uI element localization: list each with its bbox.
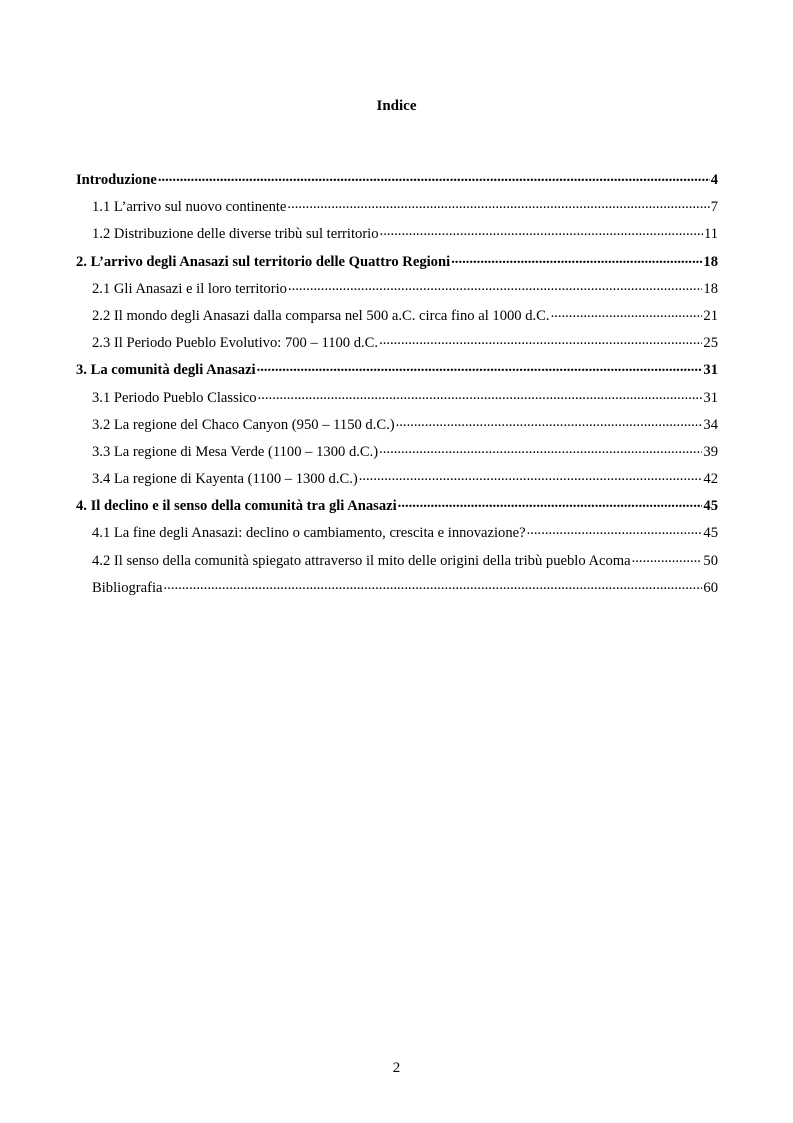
toc-entry-page: 45 (703, 525, 718, 542)
toc-entry-page: 42 (703, 471, 718, 488)
toc-entry-page: 31 (703, 362, 718, 379)
toc-entry-page: 31 (703, 389, 718, 406)
toc-entry-title: 1.2 Distribuzione delle diverse tribù sul territorio (92, 226, 379, 243)
toc-entry-page: 11 (703, 226, 718, 243)
toc-entry[interactable] (76, 360, 718, 387)
toc-dot-leader (451, 252, 702, 266)
toc-entry-title: 2. L’arrivo degli Anasazi sul territorio delle Quattro Regioni (76, 253, 451, 270)
toc-entry-title: 2.3 Il Periodo Pueblo Evolutivo: 700 – 1100 d.C. (92, 335, 379, 352)
toc-entry-title: Bibliografia (92, 579, 163, 596)
toc-dot-leader (287, 197, 709, 211)
toc-dot-leader (257, 360, 703, 374)
toc-entry[interactable] (76, 442, 718, 469)
toc-entry-title: 2.2 Il mondo degli Anasazi dalla comparsa nel 500 a.C. circa fino al 1000 d.C. (92, 307, 550, 324)
toc-entry-title: 4. Il declino e il senso della comunità tra gli Anasazi (76, 498, 397, 515)
toc-entry[interactable] (76, 279, 718, 306)
toc-entry-page: 21 (703, 307, 718, 324)
toc-dot-leader (380, 224, 703, 238)
toc-entry-page: 4 (710, 172, 718, 188)
table-of-contents (76, 170, 718, 605)
toc-dot-leader (164, 578, 703, 592)
toc-entry[interactable] (76, 388, 718, 415)
toc-entry-title: 4.2 Il senso della comunità spiegato attraverso il mito delle origini della tribù pueblo Acoma (92, 552, 631, 569)
toc-entry-page: 39 (703, 443, 718, 460)
toc-entry[interactable] (76, 306, 718, 333)
toc-entry-title: 3. La comunità degli Anasazi (76, 362, 256, 379)
toc-entry[interactable] (76, 224, 718, 251)
toc-dot-leader (359, 469, 703, 483)
toc-entry[interactable] (76, 496, 718, 523)
toc-entry-page: 60 (703, 579, 718, 596)
toc-entry[interactable] (76, 197, 718, 224)
toc-entry[interactable] (76, 551, 718, 578)
toc-entry[interactable] (76, 415, 718, 442)
toc-entry-page: 25 (703, 335, 718, 352)
toc-entry[interactable] (76, 170, 718, 197)
toc-dot-leader (379, 333, 702, 347)
toc-dot-leader (551, 306, 703, 320)
toc-entry-page: 7 (710, 199, 718, 216)
toc-entry-title: 3.4 La regione di Kayenta (1100 – 1300 d.C.) (92, 471, 358, 488)
toc-entry-title: 3.2 La regione del Chaco Canyon (950 – 1150 d.C.) (92, 416, 395, 433)
toc-entry-page: 18 (703, 280, 718, 297)
toc-dot-leader (396, 415, 703, 429)
toc-entry-title: 2.1 Gli Anasazi e il loro territorio (92, 280, 287, 297)
toc-entry[interactable] (76, 252, 718, 279)
toc-dot-leader (379, 442, 702, 456)
toc-dot-leader (398, 496, 703, 510)
toc-dot-leader (158, 170, 710, 184)
toc-dot-leader (527, 523, 703, 537)
toc-entry[interactable] (76, 523, 718, 550)
toc-entry[interactable] (76, 333, 718, 360)
toc-entry-title: 1.1 L’arrivo sul nuovo continente (92, 199, 287, 216)
toc-dot-leader (632, 551, 703, 565)
toc-entry-title: 3.1 Periodo Pueblo Classico (92, 389, 257, 406)
page-title: Indice (376, 98, 417, 114)
toc-dot-leader (258, 388, 703, 402)
toc-entry-title: 4.1 La fine degli Anasazi: declino o cambiamento, crescita e innovazione? (92, 525, 526, 542)
toc-dot-leader (288, 279, 702, 293)
toc-entry-page: 45 (703, 498, 718, 515)
toc-entry-title: 3.3 La regione di Mesa Verde (1100 – 1300 d.C.) (92, 443, 379, 460)
toc-entry-page: 34 (703, 416, 718, 433)
toc-entry-page: 50 (703, 552, 718, 569)
toc-entry[interactable] (76, 578, 718, 605)
page-number: 2 (392, 1060, 401, 1076)
toc-entry[interactable] (76, 469, 718, 496)
toc-entry-page: 18 (703, 253, 718, 270)
toc-entry-title: Introduzione (76, 172, 157, 188)
